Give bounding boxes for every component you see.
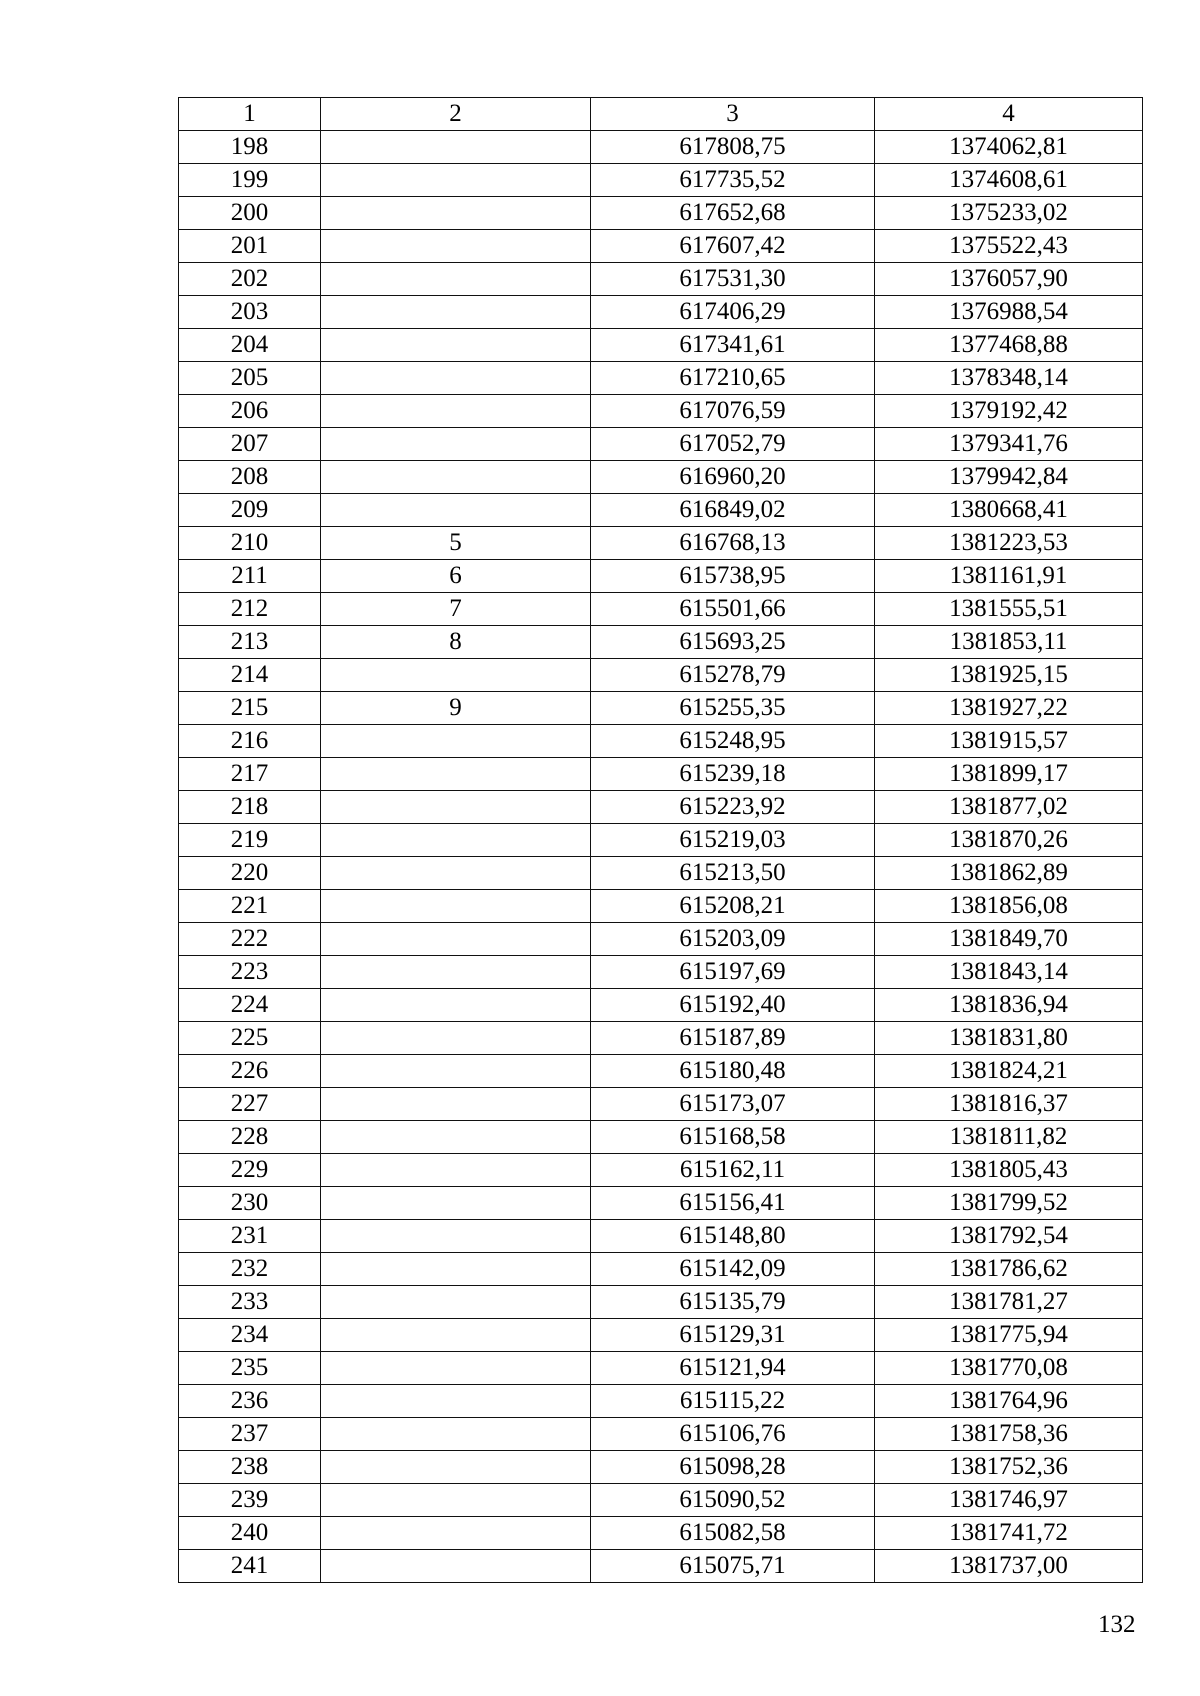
reference-cell: [321, 923, 591, 956]
point-number-cell: 214: [179, 659, 321, 692]
reference-cell: [321, 494, 591, 527]
table-body: [179, 131, 1143, 1583]
y-coordinate-cell: 1381849,70: [875, 923, 1143, 956]
table-row: [179, 1517, 1143, 1550]
x-coordinate-cell: 615162,11: [591, 1154, 875, 1187]
point-number-cell: 203: [179, 296, 321, 329]
x-coordinate-cell: 615192,40: [591, 989, 875, 1022]
table-row: [179, 1088, 1143, 1121]
point-number-cell: 207: [179, 428, 321, 461]
point-number-cell: 224: [179, 989, 321, 1022]
x-coordinate-cell: 615208,21: [591, 890, 875, 923]
y-coordinate-cell: 1381843,14: [875, 956, 1143, 989]
table-row: [179, 1451, 1143, 1484]
x-coordinate-cell: 617076,59: [591, 395, 875, 428]
y-coordinate-cell: 1381737,00: [875, 1550, 1143, 1583]
x-coordinate-cell: 615187,89: [591, 1022, 875, 1055]
point-number-cell: 240: [179, 1517, 321, 1550]
reference-cell: [321, 956, 591, 989]
y-coordinate-cell: 1374062,81: [875, 131, 1143, 164]
x-coordinate-cell: 617341,61: [591, 329, 875, 362]
reference-cell: [321, 296, 591, 329]
point-number-cell: 213: [179, 626, 321, 659]
x-coordinate-cell: 615180,48: [591, 1055, 875, 1088]
table-row: [179, 626, 1143, 659]
point-number-cell: 200: [179, 197, 321, 230]
reference-cell: [321, 461, 591, 494]
table-row: [179, 296, 1143, 329]
reference-cell: [321, 1385, 591, 1418]
table-row: [179, 791, 1143, 824]
y-coordinate-cell: 1381925,15: [875, 659, 1143, 692]
x-coordinate-cell: 615255,35: [591, 692, 875, 725]
table-row: [179, 692, 1143, 725]
reference-cell: 7: [321, 593, 591, 626]
point-number-cell: 208: [179, 461, 321, 494]
table-row: [179, 1187, 1143, 1220]
x-coordinate-cell: 615219,03: [591, 824, 875, 857]
reference-cell: [321, 1253, 591, 1286]
x-coordinate-cell: 615223,92: [591, 791, 875, 824]
reference-cell: [321, 1352, 591, 1385]
reference-cell: [321, 824, 591, 857]
reference-cell: [321, 1088, 591, 1121]
y-coordinate-cell: 1381781,27: [875, 1286, 1143, 1319]
y-coordinate-cell: 1381816,37: [875, 1088, 1143, 1121]
x-coordinate-cell: 615738,95: [591, 560, 875, 593]
point-number-cell: 238: [179, 1451, 321, 1484]
y-coordinate-cell: 1381770,08: [875, 1352, 1143, 1385]
point-number-cell: 212: [179, 593, 321, 626]
point-number-cell: 225: [179, 1022, 321, 1055]
reference-cell: [321, 659, 591, 692]
y-coordinate-cell: 1381836,94: [875, 989, 1143, 1022]
point-number-cell: 211: [179, 560, 321, 593]
reference-cell: [321, 230, 591, 263]
table-row: [179, 1055, 1143, 1088]
x-coordinate-cell: 615082,58: [591, 1517, 875, 1550]
point-number-cell: 223: [179, 956, 321, 989]
table-row: [179, 1022, 1143, 1055]
x-coordinate-cell: 615156,41: [591, 1187, 875, 1220]
point-number-cell: 237: [179, 1418, 321, 1451]
x-coordinate-cell: 615129,31: [591, 1319, 875, 1352]
point-number-cell: 199: [179, 164, 321, 197]
x-coordinate-cell: 617210,65: [591, 362, 875, 395]
point-number-cell: 226: [179, 1055, 321, 1088]
table-row: [179, 494, 1143, 527]
y-coordinate-cell: 1381799,52: [875, 1187, 1143, 1220]
point-number-cell: 233: [179, 1286, 321, 1319]
x-coordinate-cell: 617607,42: [591, 230, 875, 263]
table-row: [179, 362, 1143, 395]
reference-cell: [321, 1022, 591, 1055]
table-row: [179, 1385, 1143, 1418]
y-coordinate-cell: 1381831,80: [875, 1022, 1143, 1055]
y-coordinate-cell: 1381899,17: [875, 758, 1143, 791]
y-coordinate-cell: 1379341,76: [875, 428, 1143, 461]
y-coordinate-cell: 1381764,96: [875, 1385, 1143, 1418]
y-coordinate-cell: 1381915,57: [875, 725, 1143, 758]
y-coordinate-cell: 1381741,72: [875, 1517, 1143, 1550]
reference-cell: [321, 1451, 591, 1484]
table-row: [179, 824, 1143, 857]
reference-cell: [321, 1517, 591, 1550]
reference-cell: [321, 1055, 591, 1088]
x-coordinate-cell: 615148,80: [591, 1220, 875, 1253]
point-number-cell: 234: [179, 1319, 321, 1352]
table-row: [179, 560, 1143, 593]
y-coordinate-cell: 1381811,82: [875, 1121, 1143, 1154]
coordinates-table: [178, 97, 1143, 1583]
table-row: [179, 725, 1143, 758]
y-coordinate-cell: 1381775,94: [875, 1319, 1143, 1352]
table-row: [179, 197, 1143, 230]
table-row: [179, 461, 1143, 494]
y-coordinate-cell: 1381752,36: [875, 1451, 1143, 1484]
table-row: [179, 395, 1143, 428]
x-coordinate-cell: 616768,13: [591, 527, 875, 560]
point-number-cell: 217: [179, 758, 321, 791]
x-coordinate-cell: 615203,09: [591, 923, 875, 956]
x-coordinate-cell: 617735,52: [591, 164, 875, 197]
x-coordinate-cell: 615090,52: [591, 1484, 875, 1517]
x-coordinate-cell: 615135,79: [591, 1286, 875, 1319]
reference-cell: [321, 362, 591, 395]
y-coordinate-cell: 1381223,53: [875, 527, 1143, 560]
x-coordinate-cell: 615121,94: [591, 1352, 875, 1385]
x-coordinate-cell: 615098,28: [591, 1451, 875, 1484]
x-coordinate-cell: 615248,95: [591, 725, 875, 758]
column-header-3: 3: [591, 98, 875, 131]
table-row: [179, 329, 1143, 362]
y-coordinate-cell: 1381792,54: [875, 1220, 1143, 1253]
point-number-cell: 215: [179, 692, 321, 725]
y-coordinate-cell: 1381927,22: [875, 692, 1143, 725]
table-row: [179, 1253, 1143, 1286]
y-coordinate-cell: 1377468,88: [875, 329, 1143, 362]
point-number-cell: 227: [179, 1088, 321, 1121]
table-row: [179, 263, 1143, 296]
point-number-cell: 236: [179, 1385, 321, 1418]
point-number-cell: 231: [179, 1220, 321, 1253]
reference-cell: [321, 890, 591, 923]
point-number-cell: 220: [179, 857, 321, 890]
table-row: [179, 1484, 1143, 1517]
table-row: [179, 164, 1143, 197]
point-number-cell: 210: [179, 527, 321, 560]
table-row: [179, 923, 1143, 956]
x-coordinate-cell: 617652,68: [591, 197, 875, 230]
x-coordinate-cell: 617052,79: [591, 428, 875, 461]
point-number-cell: 232: [179, 1253, 321, 1286]
y-coordinate-cell: 1381853,11: [875, 626, 1143, 659]
table-row: [179, 1319, 1143, 1352]
y-coordinate-cell: 1376057,90: [875, 263, 1143, 296]
reference-cell: [321, 329, 591, 362]
x-coordinate-cell: 615115,22: [591, 1385, 875, 1418]
point-number-cell: 198: [179, 131, 321, 164]
y-coordinate-cell: 1381862,89: [875, 857, 1143, 890]
table-row: [179, 230, 1143, 263]
x-coordinate-cell: 615278,79: [591, 659, 875, 692]
column-header-1: 1: [179, 98, 321, 131]
reference-cell: [321, 1319, 591, 1352]
column-header-2: 2: [321, 98, 591, 131]
table-row: [179, 131, 1143, 164]
point-number-cell: 204: [179, 329, 321, 362]
reference-cell: 9: [321, 692, 591, 725]
reference-cell: [321, 1154, 591, 1187]
column-header-4: 4: [875, 98, 1143, 131]
x-coordinate-cell: 617406,29: [591, 296, 875, 329]
table-row: [179, 989, 1143, 1022]
x-coordinate-cell: 615693,25: [591, 626, 875, 659]
table-row: [179, 593, 1143, 626]
x-coordinate-cell: 615168,58: [591, 1121, 875, 1154]
point-number-cell: 222: [179, 923, 321, 956]
table-row: [179, 1286, 1143, 1319]
point-number-cell: 230: [179, 1187, 321, 1220]
reference-cell: [321, 1121, 591, 1154]
point-number-cell: 228: [179, 1121, 321, 1154]
reference-cell: [321, 197, 591, 230]
y-coordinate-cell: 1380668,41: [875, 494, 1143, 527]
y-coordinate-cell: 1379192,42: [875, 395, 1143, 428]
y-coordinate-cell: 1378348,14: [875, 362, 1143, 395]
reference-cell: [321, 1286, 591, 1319]
reference-cell: [321, 428, 591, 461]
table-header-row: [179, 98, 1143, 131]
table-row: [179, 1352, 1143, 1385]
point-number-cell: 219: [179, 824, 321, 857]
point-number-cell: 241: [179, 1550, 321, 1583]
reference-cell: [321, 1484, 591, 1517]
x-coordinate-cell: 617808,75: [591, 131, 875, 164]
x-coordinate-cell: 615106,76: [591, 1418, 875, 1451]
y-coordinate-cell: 1381746,97: [875, 1484, 1143, 1517]
point-number-cell: 235: [179, 1352, 321, 1385]
table-row: [179, 1220, 1143, 1253]
reference-cell: [321, 395, 591, 428]
reference-cell: [321, 725, 591, 758]
x-coordinate-cell: 616960,20: [591, 461, 875, 494]
reference-cell: [321, 791, 591, 824]
table-row: [179, 758, 1143, 791]
y-coordinate-cell: 1381824,21: [875, 1055, 1143, 1088]
y-coordinate-cell: 1381877,02: [875, 791, 1143, 824]
y-coordinate-cell: 1375522,43: [875, 230, 1143, 263]
reference-cell: [321, 164, 591, 197]
reference-cell: [321, 857, 591, 890]
table-row: [179, 890, 1143, 923]
reference-cell: [321, 758, 591, 791]
y-coordinate-cell: 1381758,36: [875, 1418, 1143, 1451]
x-coordinate-cell: 616849,02: [591, 494, 875, 527]
y-coordinate-cell: 1381856,08: [875, 890, 1143, 923]
reference-cell: [321, 1550, 591, 1583]
point-number-cell: 205: [179, 362, 321, 395]
table-row: [179, 1418, 1143, 1451]
reference-cell: [321, 1220, 591, 1253]
reference-cell: [321, 1187, 591, 1220]
y-coordinate-cell: 1381870,26: [875, 824, 1143, 857]
y-coordinate-cell: 1375233,02: [875, 197, 1143, 230]
x-coordinate-cell: 615142,09: [591, 1253, 875, 1286]
reference-cell: 6: [321, 560, 591, 593]
table-row: [179, 428, 1143, 461]
table-row: [179, 956, 1143, 989]
y-coordinate-cell: 1381805,43: [875, 1154, 1143, 1187]
reference-cell: [321, 263, 591, 296]
point-number-cell: 201: [179, 230, 321, 263]
point-number-cell: 202: [179, 263, 321, 296]
x-coordinate-cell: 617531,30: [591, 263, 875, 296]
table-row: [179, 1154, 1143, 1187]
point-number-cell: 209: [179, 494, 321, 527]
x-coordinate-cell: 615197,69: [591, 956, 875, 989]
table-row: [179, 857, 1143, 890]
y-coordinate-cell: 1381555,51: [875, 593, 1143, 626]
y-coordinate-cell: 1381161,91: [875, 560, 1143, 593]
reference-cell: [321, 131, 591, 164]
x-coordinate-cell: 615075,71: [591, 1550, 875, 1583]
reference-cell: [321, 1418, 591, 1451]
point-number-cell: 218: [179, 791, 321, 824]
x-coordinate-cell: 615213,50: [591, 857, 875, 890]
y-coordinate-cell: 1376988,54: [875, 296, 1143, 329]
table-row: [179, 1121, 1143, 1154]
y-coordinate-cell: 1379942,84: [875, 461, 1143, 494]
reference-cell: 5: [321, 527, 591, 560]
page-number: 132: [1098, 1611, 1136, 1638]
reference-cell: 8: [321, 626, 591, 659]
point-number-cell: 229: [179, 1154, 321, 1187]
reference-cell: [321, 989, 591, 1022]
x-coordinate-cell: 615239,18: [591, 758, 875, 791]
table-row: [179, 659, 1143, 692]
point-number-cell: 221: [179, 890, 321, 923]
point-number-cell: 206: [179, 395, 321, 428]
x-coordinate-cell: 615173,07: [591, 1088, 875, 1121]
point-number-cell: 216: [179, 725, 321, 758]
y-coordinate-cell: 1381786,62: [875, 1253, 1143, 1286]
table-row: [179, 1550, 1143, 1583]
table-row: [179, 527, 1143, 560]
point-number-cell: 239: [179, 1484, 321, 1517]
x-coordinate-cell: 615501,66: [591, 593, 875, 626]
y-coordinate-cell: 1374608,61: [875, 164, 1143, 197]
